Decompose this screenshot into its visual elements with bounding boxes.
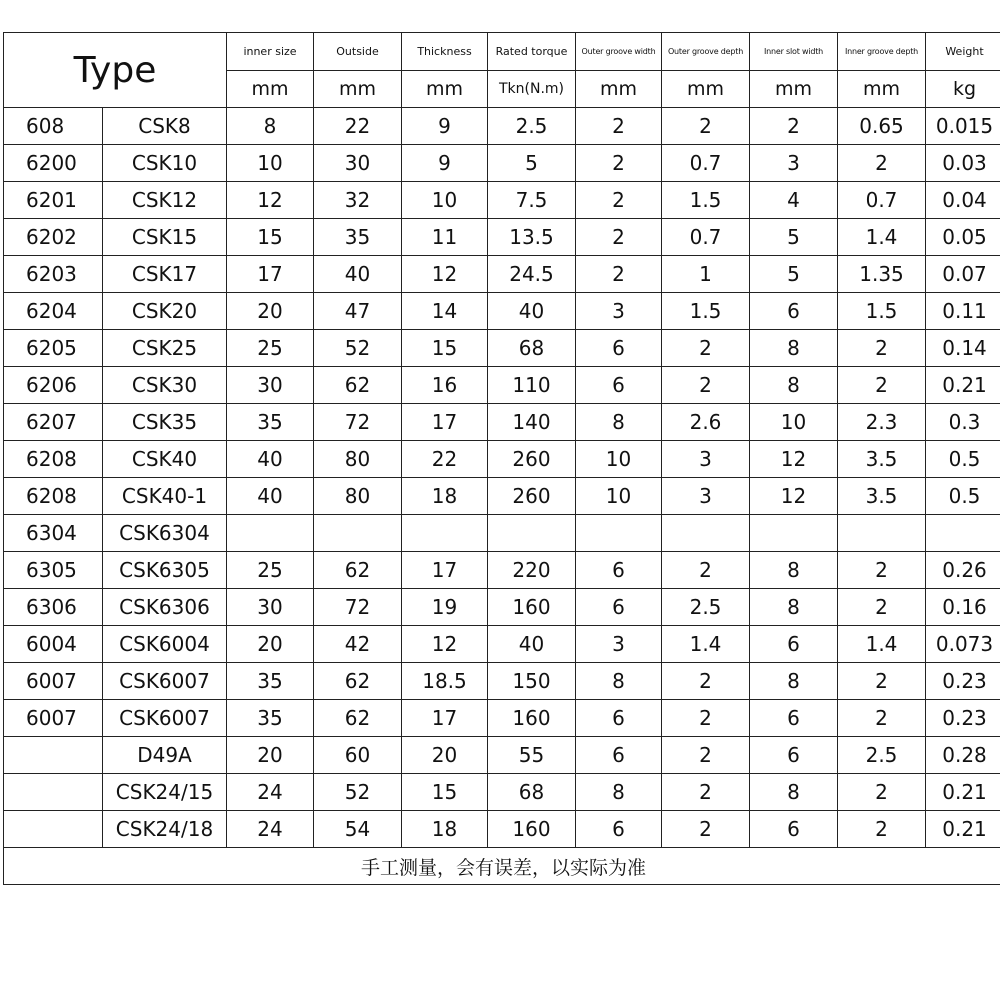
table-cell: 160 [488,811,576,848]
table-cell: 0.05 [926,219,1000,256]
table-cell: 2 [838,367,926,404]
table-cell: 6 [750,811,838,848]
table-cell: 17 [402,700,488,737]
table-cell: 2 [576,145,662,182]
table-cell: 0.23 [926,700,1000,737]
col-unit-inner-size: mm [227,71,314,108]
table-cell: 2 [662,330,750,367]
table-cell: CSK20 [103,293,227,330]
table-cell: 18 [402,811,488,848]
table-cell: 6306 [4,589,103,626]
table-cell: 0.28 [926,737,1000,774]
table-cell: 5 [488,145,576,182]
table-cell: 20 [227,293,314,330]
col-unit-outer-groove-depth: mm [662,71,750,108]
table-cell: 18 [402,478,488,515]
table-cell: 3 [662,478,750,515]
table-cell: 17 [402,404,488,441]
table-row [4,293,1000,330]
table-cell: 3 [576,293,662,330]
table-cell: 140 [488,404,576,441]
table-row [4,811,1000,848]
table-cell: 6 [576,589,662,626]
table-cell [576,515,662,552]
table-cell: 2 [838,145,926,182]
table-cell: 42 [314,626,402,663]
table-cell: 3 [662,441,750,478]
table-row [4,626,1000,663]
table-cell: 2 [662,774,750,811]
table-cell: 8 [750,367,838,404]
table-cell: 35 [314,219,402,256]
table-cell: 80 [314,478,402,515]
table-cell: 1.35 [838,256,926,293]
table-cell: 6 [576,552,662,589]
table-cell: 6304 [4,515,103,552]
table-cell: 72 [314,589,402,626]
table-cell: 32 [314,182,402,219]
table-cell: 2 [576,256,662,293]
table-cell: 2 [576,108,662,145]
table-cell: 2 [838,330,926,367]
table-cell: 12 [227,182,314,219]
table-cell: 4 [750,182,838,219]
table-cell: CSK24/18 [103,811,227,848]
table-cell: 6205 [4,330,103,367]
table-cell: 25 [227,552,314,589]
table-cell: 40 [227,478,314,515]
table-cell: 8 [750,589,838,626]
table-cell: 5 [750,219,838,256]
table-cell: CSK12 [103,182,227,219]
table-cell: 20 [227,737,314,774]
col-label-inner-groove-depth: Inner groove depth [838,33,926,71]
table-cell: 160 [488,589,576,626]
table-cell: CSK15 [103,219,227,256]
table-cell [227,515,314,552]
table-cell: 2 [576,182,662,219]
table-cell: 2 [662,700,750,737]
table-cell: 40 [488,293,576,330]
table-row [4,515,1000,552]
table-cell: CSK24/15 [103,774,227,811]
table-cell: 0.04 [926,182,1000,219]
table-cell: 2 [838,811,926,848]
table-cell: 8 [576,404,662,441]
table-cell: 0.015 [926,108,1000,145]
table-cell: 40 [314,256,402,293]
table-cell: 62 [314,552,402,589]
table-row [4,182,1000,219]
table-cell: 2 [662,367,750,404]
table-cell: 6 [576,811,662,848]
table-cell: 30 [227,589,314,626]
table-cell: 19 [402,589,488,626]
table-cell: 3 [576,626,662,663]
table-cell: 15 [402,774,488,811]
table-cell: CSK25 [103,330,227,367]
table-cell: 8 [576,663,662,700]
table-cell: 608 [4,108,103,145]
col-label-thickness: Thickness [402,33,488,71]
table-cell: 6201 [4,182,103,219]
table-cell: 60 [314,737,402,774]
table-cell: 0.7 [838,182,926,219]
col-label-inner-size: inner size [227,33,314,71]
table-cell: 17 [227,256,314,293]
table-cell: 22 [314,108,402,145]
table-cell: 2 [838,774,926,811]
table-cell: 8 [750,663,838,700]
table-cell: 8 [750,552,838,589]
type-header: Type [4,33,227,108]
table-cell: 1.5 [662,182,750,219]
table-cell: 2.5 [488,108,576,145]
table-body [4,108,1000,848]
table-cell: 0.03 [926,145,1000,182]
table-row [4,367,1000,404]
table-cell: 12 [402,256,488,293]
table-cell: CSK35 [103,404,227,441]
table-row [4,663,1000,700]
table-cell: 3.5 [838,441,926,478]
table-cell: 160 [488,700,576,737]
table-cell: 68 [488,330,576,367]
table-cell: 260 [488,441,576,478]
table-cell: 6 [576,330,662,367]
table-cell: 0.07 [926,256,1000,293]
table-cell: 10 [227,145,314,182]
table-cell: 2 [838,663,926,700]
table-cell: 0.5 [926,478,1000,515]
table-cell: CSK8 [103,108,227,145]
table-cell: CSK6007 [103,700,227,737]
table-cell: 2 [838,589,926,626]
table-cell: 2 [662,811,750,848]
table-cell: 2.3 [838,404,926,441]
table-cell: 6007 [4,700,103,737]
table-row [4,256,1000,293]
table-cell: 6 [750,737,838,774]
table-cell: 6 [750,626,838,663]
table-cell: 6 [576,700,662,737]
col-unit-weight: kg [926,71,1000,108]
table-row [4,774,1000,811]
col-label-outer-groove-depth: Outer groove depth [662,33,750,71]
table-cell: 30 [227,367,314,404]
table-cell: 1.5 [838,293,926,330]
table-cell [4,737,103,774]
table-cell: 5 [750,256,838,293]
table-cell: 3 [750,145,838,182]
table-cell: 16 [402,367,488,404]
table-cell: 0.21 [926,811,1000,848]
table-cell [662,515,750,552]
table-cell: 6207 [4,404,103,441]
table-row [4,441,1000,478]
table-cell: 13.5 [488,219,576,256]
table-cell: 15 [227,219,314,256]
table-row [4,404,1000,441]
table-cell: CSK40 [103,441,227,478]
col-unit-inner-slot-width: mm [750,71,838,108]
table-cell: 8 [227,108,314,145]
table-cell: 150 [488,663,576,700]
table-cell: 25 [227,330,314,367]
table-cell: 62 [314,367,402,404]
table-cell: 40 [227,441,314,478]
table-cell: 8 [750,774,838,811]
table-row [4,219,1000,256]
table-cell: 6007 [4,663,103,700]
table-row [4,108,1000,145]
table-cell: 9 [402,108,488,145]
table-cell [4,774,103,811]
table-cell: 2 [662,108,750,145]
table-cell: 1 [662,256,750,293]
table-cell: 6200 [4,145,103,182]
table-cell: 12 [750,478,838,515]
table-cell: 10 [576,478,662,515]
table-cell: 1.4 [662,626,750,663]
table-row [4,330,1000,367]
table-cell: 14 [402,293,488,330]
table-row [4,737,1000,774]
table-cell: 0.14 [926,330,1000,367]
table-cell: 12 [750,441,838,478]
table-cell: 72 [314,404,402,441]
table-cell: 47 [314,293,402,330]
table-cell [4,811,103,848]
table-cell: 24 [227,774,314,811]
table-cell: 62 [314,663,402,700]
table-cell: 1.4 [838,219,926,256]
table-cell: 6202 [4,219,103,256]
table-cell: 2 [662,552,750,589]
table-cell: 18.5 [402,663,488,700]
table-cell: 8 [576,774,662,811]
table-cell: 80 [314,441,402,478]
table-cell: 2 [576,219,662,256]
col-label-weight: Weight [926,33,1000,71]
table-cell: 6 [750,293,838,330]
table-cell [314,515,402,552]
table-cell: 24 [227,811,314,848]
table-cell: CSK40-1 [103,478,227,515]
table-row [4,478,1000,515]
table-row [4,552,1000,589]
col-label-outside: Outside [314,33,402,71]
table-header [4,33,1000,108]
table-cell: CSK17 [103,256,227,293]
table-cell: CSK6304 [103,515,227,552]
table-cell: 35 [227,404,314,441]
table-cell: 0.23 [926,663,1000,700]
table-cell: 10 [576,441,662,478]
table-cell: 6 [576,367,662,404]
table-cell: 0.3 [926,404,1000,441]
table-row [4,700,1000,737]
table-cell: 35 [227,663,314,700]
table-cell: 0.26 [926,552,1000,589]
table-cell: 7.5 [488,182,576,219]
table-cell: 2.6 [662,404,750,441]
spec-table [3,32,1000,885]
table-cell: 6203 [4,256,103,293]
table-cell: 52 [314,330,402,367]
table-cell: 62 [314,700,402,737]
table-cell: 0.7 [662,145,750,182]
table-cell: 0.21 [926,367,1000,404]
col-unit-thickness: mm [402,71,488,108]
table-cell: 110 [488,367,576,404]
table-cell: 2 [662,737,750,774]
table-cell: 6204 [4,293,103,330]
col-label-rated-torque: Rated torque [488,33,576,71]
col-unit-outside: mm [314,71,402,108]
table-cell: CSK6007 [103,663,227,700]
table-cell: 22 [402,441,488,478]
table-cell [838,515,926,552]
col-label-inner-slot-width: Inner slot width [750,33,838,71]
table-cell: 6206 [4,367,103,404]
table-cell: 260 [488,478,576,515]
table-cell: 68 [488,774,576,811]
table-cell: 1.5 [662,293,750,330]
table-cell [750,515,838,552]
table-cell: 6208 [4,478,103,515]
table-cell: 55 [488,737,576,774]
table-cell: CSK6305 [103,552,227,589]
col-unit-rated-torque: Tkn(N.m) [488,71,576,108]
table-cell [402,515,488,552]
table-cell: 20 [227,626,314,663]
table-cell: 2.5 [662,589,750,626]
table-cell: 52 [314,774,402,811]
table-cell: 8 [750,330,838,367]
table-cell: 15 [402,330,488,367]
table-cell: 0.65 [838,108,926,145]
table-cell: 2 [838,700,926,737]
table-cell: 11 [402,219,488,256]
table-cell: 12 [402,626,488,663]
table-cell: 40 [488,626,576,663]
col-label-outer-groove-width: Outer groove width [576,33,662,71]
table-cell: 0.11 [926,293,1000,330]
table-cell: 9 [402,145,488,182]
table-cell: 1.4 [838,626,926,663]
table-cell [488,515,576,552]
table-cell: 0.7 [662,219,750,256]
table-cell: CSK6306 [103,589,227,626]
table-cell: 6208 [4,441,103,478]
table-cell: 3.5 [838,478,926,515]
table-cell: 6 [576,737,662,774]
table-cell: 20 [402,737,488,774]
table-cell: 2 [662,663,750,700]
table-cell [926,515,1000,552]
table-cell: CSK6004 [103,626,227,663]
col-unit-outer-groove-width: mm [576,71,662,108]
table-cell: 0.21 [926,774,1000,811]
table-cell: 6305 [4,552,103,589]
table-cell: 10 [402,182,488,219]
table-row [4,145,1000,182]
table-cell: 2 [838,552,926,589]
table-cell: 54 [314,811,402,848]
table-cell: 0.073 [926,626,1000,663]
table-cell: CSK10 [103,145,227,182]
measurement-note: 手工测量，会有误差，以实际为准 [4,848,1000,885]
table-cell: 2.5 [838,737,926,774]
col-unit-inner-groove-depth: mm [838,71,926,108]
table-cell: 17 [402,552,488,589]
table-cell: 0.16 [926,589,1000,626]
table-cell: 6004 [4,626,103,663]
table-cell: 24.5 [488,256,576,293]
table-cell: CSK30 [103,367,227,404]
table-cell: 10 [750,404,838,441]
table-cell: 6 [750,700,838,737]
table-cell: 220 [488,552,576,589]
table-cell: 2 [750,108,838,145]
table-cell: 35 [227,700,314,737]
table-cell: 0.5 [926,441,1000,478]
table-cell: D49A [103,737,227,774]
table-row [4,589,1000,626]
table-cell: 30 [314,145,402,182]
